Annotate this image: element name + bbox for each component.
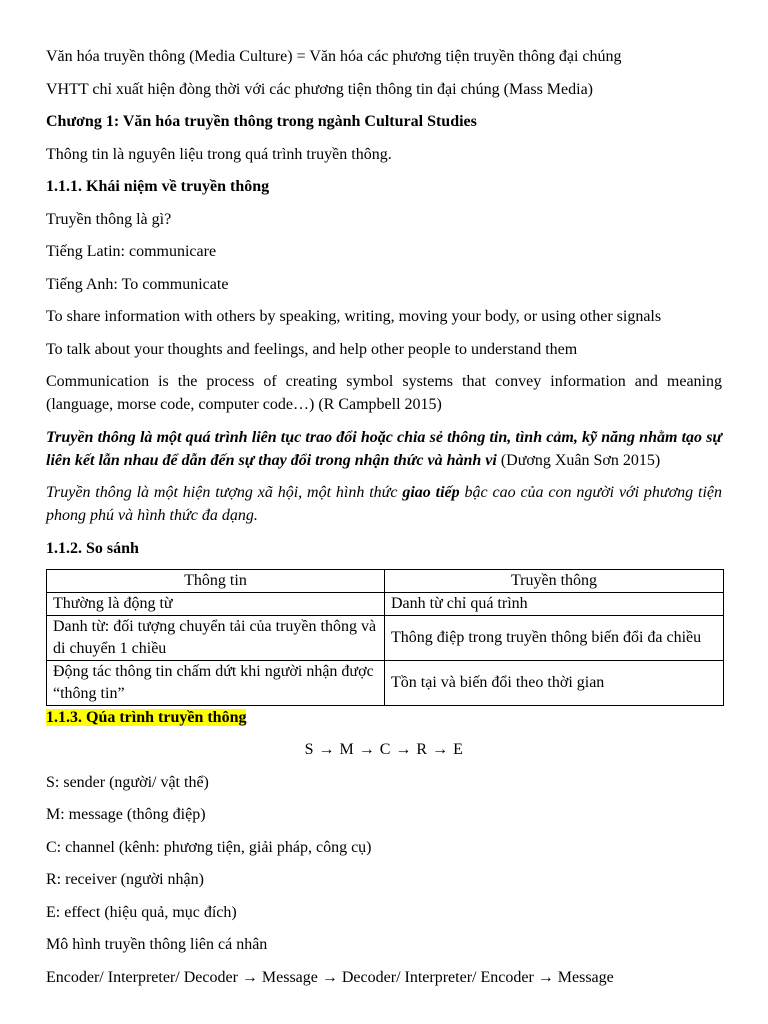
table-cell: Tồn tại và biến đổi theo thời gian xyxy=(385,660,724,705)
table-cell: Thường là động từ xyxy=(47,592,385,615)
line-vhtt: VHTT chỉ xuất hiện đòng thời với các phương tiện thông tin đại chúng (Mass Media) xyxy=(46,80,593,98)
table-row xyxy=(47,660,724,705)
line-sender: S: sender (người/ vật thể) xyxy=(46,773,209,791)
table-cell: Động tác thông tin chấm dứt khi người nhận được “thông tin” xyxy=(47,660,385,705)
definition-5-part-c: bậc cao của con người với phương tiện phong phú và hình thức đa dạng. xyxy=(46,484,723,524)
highlighted-heading-text: 1.1.3. Qúa trình truyền thông xyxy=(46,708,247,726)
definition-5-part-a: Truyền thông là một hiện tượng xã hội, một hình thức xyxy=(46,484,403,501)
table-row xyxy=(47,592,724,615)
line-english: Tiếng Anh: To communicate xyxy=(46,275,229,293)
definition-4 xyxy=(46,426,722,472)
definition-3: Communication is the process of creating symbol systems that convey information and meaning (language, morse code, computer code…) (R Campbell 2015) xyxy=(46,373,722,413)
definition-1: To share information with others by speaking, writing, moving your body, or using other signals xyxy=(46,308,662,325)
line-media-culture: Văn hóa truyền thông (Media Culture) = Văn hóa các phương tiện truyền thông đại chúng xyxy=(46,48,622,65)
table-cell: Thông điệp trong truyền thông biến đổi đa chiều xyxy=(385,615,724,660)
table-header-cell: Thông tin xyxy=(47,569,385,592)
line-message: M: message (thông điệp) xyxy=(46,806,206,823)
section-1-1-1-heading: 1.1.1. Khái niệm về truyền thông xyxy=(46,178,270,195)
line-encoder-chain: Encoder/ Interpreter/ Decoder → Message → Decoder/ Interpreter/ Encoder → Message xyxy=(46,968,614,986)
line-info-material: Thông tin là nguyên liệu trong quá trình truyền thông. xyxy=(46,145,392,163)
line-question: Truyền thông là gì? xyxy=(46,210,172,228)
definition-5-emphasis: giao tiếp xyxy=(402,484,460,501)
table-cell: Danh từ: đối tượng chuyển tải của truyền thông và di chuyển 1 chiều xyxy=(47,615,385,660)
section-1-1-2-heading: 1.1.2. So sánh xyxy=(46,539,139,557)
line-effect: E: effect (hiệu quả, mục đích) xyxy=(46,903,237,921)
comparison-table xyxy=(46,569,724,706)
definition-4-text: Truyền thông là một quá trình liên tục trao đổi hoặc chia sẻ thông tin, tình cảm, kỹ năng nhằm tạo sự liên kết lẫn nhau để dẫn đến sự thay đổi trong nhận thức và hành vi xyxy=(46,428,722,469)
section-1-1-3-heading xyxy=(46,706,722,729)
table-row xyxy=(47,615,724,660)
definition-4-citation: (Dương Xuân Sơn 2015) xyxy=(496,451,661,469)
definition-2: To talk about your thoughts and feelings, and help other people to understand them xyxy=(46,340,578,358)
table-header-cell: Truyền thông xyxy=(385,569,724,592)
line-latin: Tiếng Latin: communicare xyxy=(46,243,217,260)
line-model: Mô hình truyền thông liên cá nhân xyxy=(46,936,268,953)
definition-5 xyxy=(46,481,722,527)
table-cell: Danh từ chỉ quá trình xyxy=(385,592,724,615)
line-receiver: R: receiver (người nhận) xyxy=(46,871,204,888)
table-header-row xyxy=(47,569,724,592)
chapter-1-heading: Chương 1: Văn hóa truyền thông trong ngành Cultural Studies xyxy=(46,113,477,130)
smcre-formula: S → M → C → R → E xyxy=(304,741,464,758)
line-channel: C: channel (kênh: phương tiện, giải pháp, công cụ) xyxy=(46,838,372,856)
